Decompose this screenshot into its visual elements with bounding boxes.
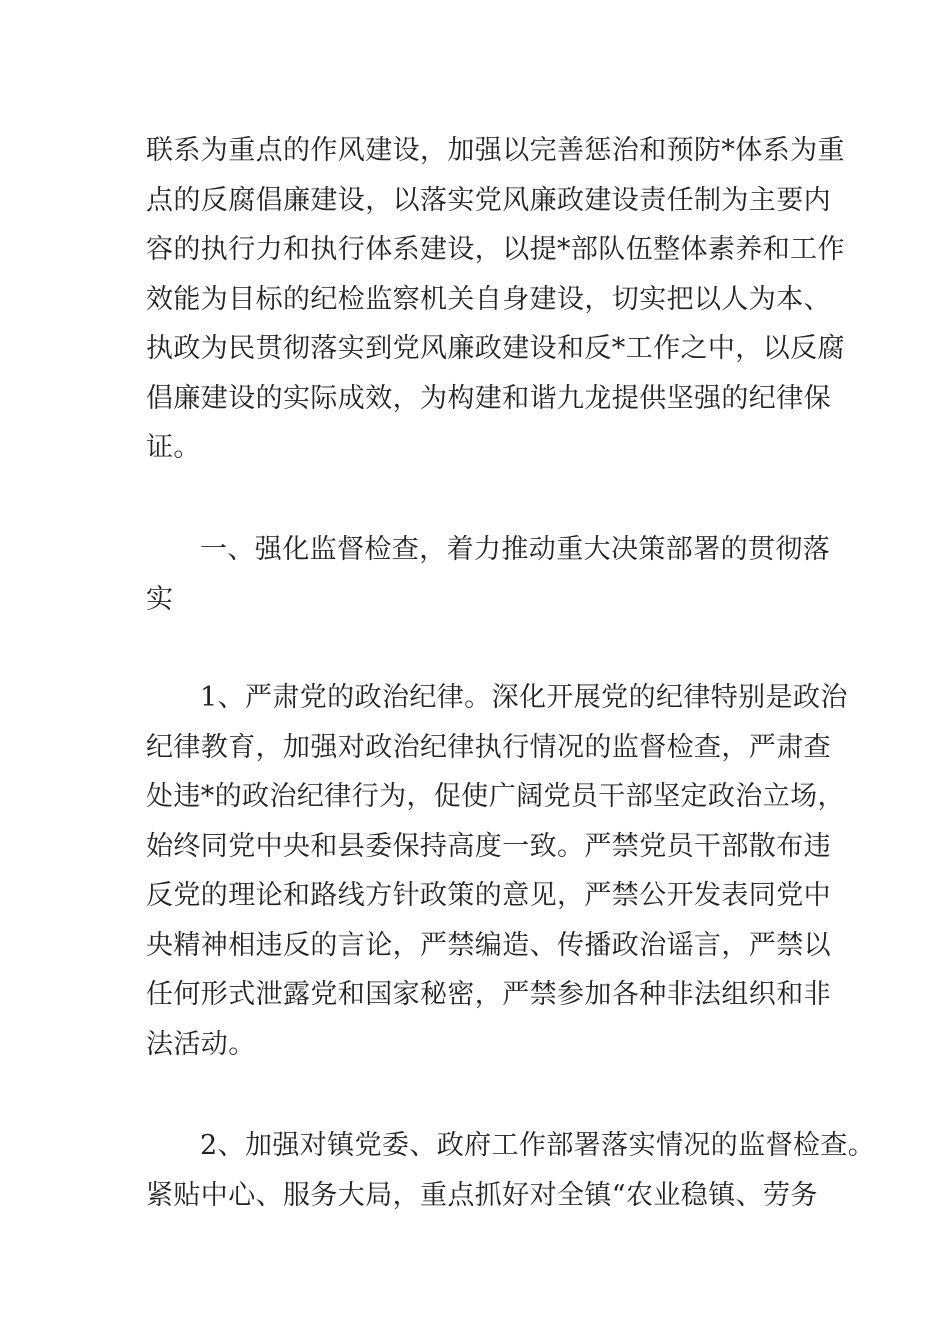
section-heading	[146, 525, 836, 624]
text-line: 紧贴中心、服务大局，重点抓好对全镇“农业稳镇、劳务	[146, 1179, 818, 1211]
text-line: 始终同党中央和县委保持高度一致。严禁党员干部散布违	[146, 830, 831, 862]
text-line: 1、严肃党的政治纪律。深化开展党的纪律特别是政治	[200, 682, 848, 713]
text-line: 效能为目标的纪检监察机关自身建设，切实把以人为本、	[146, 283, 831, 315]
text-line: 点的反腐倡廉建设，以落实党风廉政建设责任制为主要内	[146, 184, 831, 216]
text-line: 法活动。	[146, 1028, 256, 1060]
text-line: 证。	[146, 432, 201, 463]
text-line: 容的执行力和执行体系建设，以提*部队伍整体素养和工作	[146, 234, 845, 265]
text-line: 联系为重点的作风建设，加强以完善惩治和预防*体系为重	[146, 135, 845, 166]
text-line: 处违*的政治纪律行为，促使广阔党员干部坚定政治立场，	[146, 781, 845, 812]
text-line: 反党的理论和路线方针政策的意见，严禁公开发表同党中	[146, 880, 831, 911]
text-line: 央精神相违反的言论，严禁编造、传播政治谣言，严禁以	[146, 929, 831, 961]
text-line: 执政为民贯彻落实到党风廉政建设和反*工作之中，以反腐	[146, 333, 845, 364]
text-line: 任何形式泄露党和国家秘密，严禁参加各种非法组织和非	[146, 979, 831, 1010]
text-line: 2、加强对镇党委、政府工作部署落实情况的监督检查。	[200, 1130, 876, 1161]
intro-paragraph	[146, 126, 845, 473]
heading-line: 实	[146, 583, 174, 615]
text-line: 纪律教育，加强对政治纪律执行情况的监督检查，严肃查	[146, 731, 831, 763]
paragraph-item-2	[146, 1121, 876, 1220]
paragraph-item-1	[146, 673, 848, 1069]
heading-line: 一、强化监督检查，着力推动重大决策部署的贯彻落	[200, 534, 831, 565]
text-line: 倡廉建设的实际成效，为构建和谐九龙提供坚强的纪律保	[146, 382, 831, 414]
